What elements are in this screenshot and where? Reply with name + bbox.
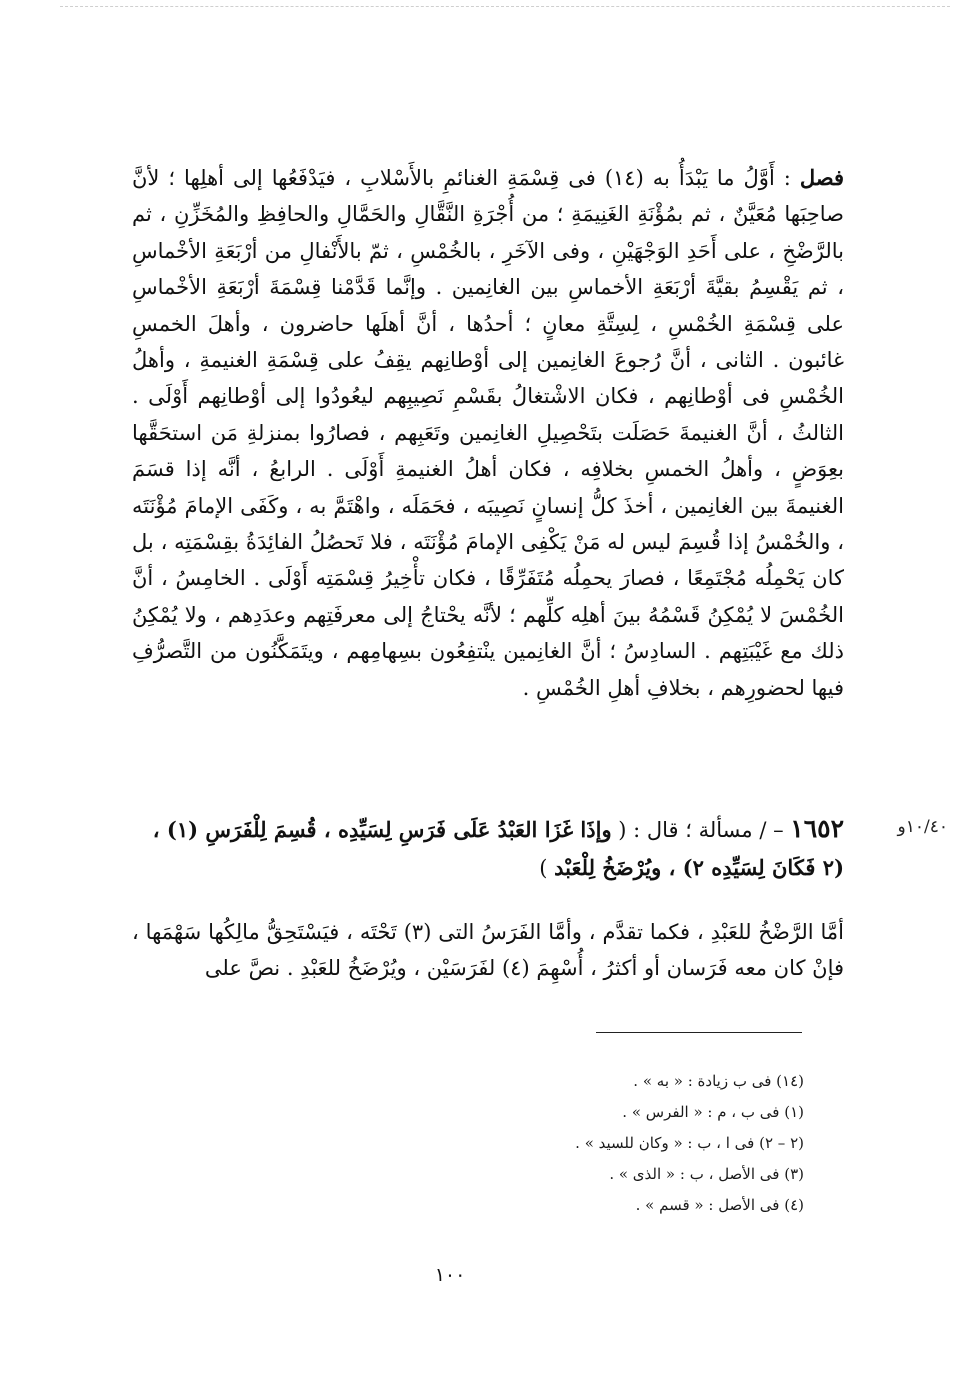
issue-number: ١٦٥٢ — [790, 814, 844, 843]
footnote: (٢ – ٢) فى ا ، ب : « وكان للسيد » . — [575, 1134, 804, 1152]
issue-heading — [132, 810, 844, 887]
footnote: (٤) فى الأصل : « قسم » . — [635, 1196, 804, 1214]
margin-manuscript-reference: ١٠/٤٠و — [897, 817, 948, 837]
scan-top-edge — [60, 6, 950, 7]
issue-intro: – / مسألة ؛ قال : ( — [618, 818, 784, 842]
footnote: (١٤) فى ب زيادة : « به » . — [633, 1072, 804, 1090]
commentary-paragraph — [132, 914, 844, 987]
footnotes — [430, 1066, 804, 1221]
main-paragraph-text: : أَوَّلُ ما يَبْدَأُ به (١٤) فى قِسْمَةِ الغنائمِ بالأَسْلابِ ، فيَدْفَعُها إلى أهلِها ؛ لأنَّ صاحِبَها مُعَيَّنٌ ، ثم بمُؤْنَةِ الغَنِيمَةِ ؛ من أُجْرَةِ النَّقَّالِ والحَمَّالِ والحافِظِ والمُخَزِّنِ ، ثم بالرَّضْخِ ، على أَحَدِ الوَجْهَيْنِ ، وفى الآخَرِ ، بالخُمْسِ ، ثمّ بالأَنْفالِ من أرْبَعَةِ الأخْماسِ ، ثم يَقْسِمُ بقيَّةَ أرْبَعَةِ الأخماسِ بين الغانِمين . وإنَّما قَدَّمْنا قِسْمَةَ أرْبَعَةِ الأخْماسِ على قِسْمَةِ الخُمْسِ ، لِسِتَّةِ معانٍ ؛ أحدُها ، أنَّ أهلَها حاضرون ، وأهلَ الخمسِ غائبون . الثانى ، أنَّ رُجوعَ الغانِمين إلى أوْطانِهم يقِفُ على قِسْمَةِ الغنيمةِ ، وأهلُ الخُمْسِ فى أوْطانِهم ، فكان الاشْتغالُ بقَسْمِ نَصِيبِهم ليعُودُوا إلى أوْطانِهم أَوْلَى . الثالثُ ، أنَّ الغنيمةَ حَصَلَت بتَحْصِيلِ الغانِمين وتَعَبِهم ، فصارُوا بمنزلةِ مَن استحَقَّها بعِوَضٍ ، وأهلُ الخمسِ بخلافِه ، فكان أهلُ الغنيمةِ أَوْلَى . الرابعُ ، أنَّه إذا قسَمَ الغنيمةَ بين الغانِمين ، أخذَ كلُّ إنسانٍ نَصِيبَه ، فحَمَلَه ، واهْتَمَّ به ، وكَفَى الإمامَ مُؤْنَتَه ، والخُمْسُ إذا قُسِمَ ليس له مَنْ يَكْفِى الإمامَ مُؤْنَتَه ، فلا تَحصُلُ الفائِدَةُ بقِسْمَتِه ، بل كان يَحْمِلُه مُجْتَمِعًا ، فصارَ يحمِلُه مُتَفَرِّقًا ، فكان تأْخِيرُ قِسْمَتِه أَوْلَى . الخامِسُ ، أنَّ الخُمْسَ لا يُمْكِنُ قَسْمُهُ بينَ أهلِه كلِّهم ؛ لأنَّه يحْتاجُ إلى معرفَتِهم وعدَدِهم ، ولا يُمْكِنُ ذلك مع غَيْبَتِهم . السادِسُ ؛ أنَّ الغانِمين ينْتفِعُون بسِهامِهم ، ويتَمَكَّنُون من التَّصرُّفِ فيها لحضورِهم ، بخلافِ أهلِ الخُمْسِ . — [132, 166, 844, 700]
main-paragraph — [132, 160, 844, 706]
footnote-divider — [596, 1032, 802, 1033]
issue-quote: وإذَا غَزَا العَبْدُ عَلَى فَرَسِ لِسَيِّدِه ، قُسِمَ لِلْفَرَسِ (١) ، (٢ فَكَانَ لِسَيِّدِه ٢) ، ويُرْضَخُ لِلْعَبْد — [152, 817, 844, 880]
section-heading: فصل — [799, 165, 844, 190]
issue-close: ) — [539, 856, 548, 880]
commentary-text: أمَّا الرَّضْخُ للعَبْدِ ، فكما تقدَّم ، وأمَّا الفَرَسُ التى (٣) تَحْتَه ، فيَسْتَحِقُّ مالِكُها سَهْمَها ، فإنْ كان معه فَرَسان أو أكثرُ ، أُسْهِمَ (٤) لفَرَسَيْن ، ويُرْضَخُ للعَبْدِ . نصَّ على — [132, 920, 844, 981]
footnote: (١) فى ب ، م : « الفرس » . — [622, 1103, 804, 1121]
page-number: ١٠٠ — [434, 1264, 466, 1286]
footnote: (٣) فى الأصل ، ب : « الذى » . — [609, 1165, 804, 1183]
